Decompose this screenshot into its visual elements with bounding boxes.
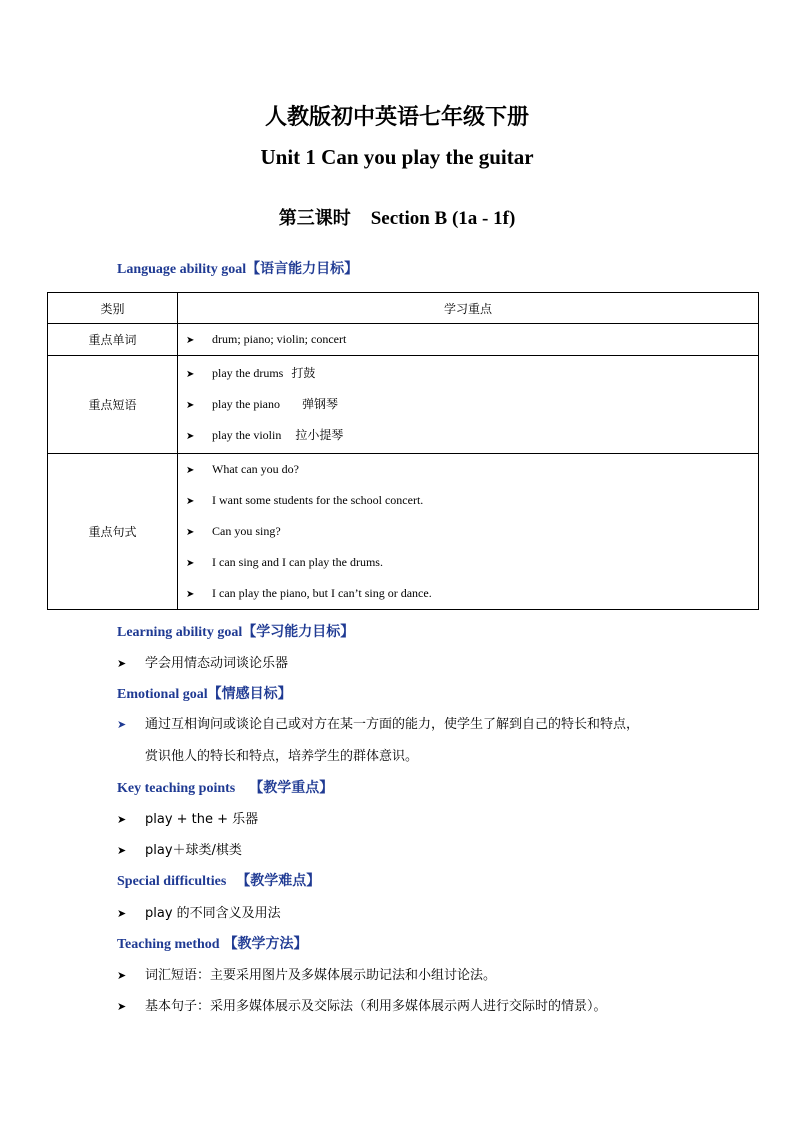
table-header-category: 类别 (48, 293, 178, 324)
list-item (186, 454, 758, 485)
heading-cn: 【学习能力目标】 (242, 624, 355, 640)
heading-cn: 【教学重点】 (249, 780, 334, 796)
item-continuation: 赏识他人的特长和特点，培养学生的群体意识。 (145, 749, 419, 764)
heading-en: Language ability goal (117, 262, 247, 277)
item-en: Can you sing? (212, 524, 281, 538)
item-text: 基本句子：采用多媒体展示及交际法（利用多媒体展示两人进行交际时的情景）。 (145, 999, 607, 1014)
emotional-goal-heading (117, 683, 292, 703)
arrow-bullet-icon: ➤ (117, 718, 127, 731)
item-en: play the violin (212, 428, 282, 442)
heading-cn: 【语言能力目标】 (246, 261, 359, 277)
list-item (186, 420, 758, 451)
list-item (117, 995, 607, 1014)
item-en: What can you do? (212, 462, 299, 476)
row-category: 重点句式 (48, 454, 178, 610)
item-en: I can play the piano, but I can’t sing or dance. (212, 586, 432, 600)
table-row (48, 454, 759, 610)
row-items (178, 356, 759, 454)
heading-en: Learning ability goal (117, 625, 243, 640)
lesson-number: 第三课时 (278, 208, 351, 229)
row-category: 重点短语 (48, 356, 178, 454)
arrow-bullet-icon: ➤ (186, 558, 195, 569)
list-item (117, 964, 496, 983)
heading-cn: 【情感目标】 (207, 686, 292, 702)
item-text: play 的不同含义及用法 (145, 906, 281, 921)
difficulties-heading (117, 870, 320, 890)
table-header-row (48, 293, 759, 324)
arrow-bullet-icon: ➤ (186, 527, 195, 538)
item-text: play＋球类/棋类 (145, 843, 242, 858)
lesson-section: Section B (1a - 1f) (370, 208, 516, 229)
row-items (178, 324, 759, 356)
arrow-bullet-icon: ➤ (186, 496, 195, 507)
arrow-bullet-icon: ➤ (186, 465, 195, 476)
item-cn: 弹钢琴 (301, 397, 338, 411)
heading-en: Teaching method (117, 937, 220, 952)
unit-title: Unit 1 Can you play the guitar (260, 145, 534, 169)
list-item (186, 485, 758, 516)
item-cn: 拉小提琴 (295, 428, 344, 442)
heading-en: Emotional goal (117, 687, 208, 702)
arrow-bullet-icon: ➤ (186, 589, 195, 600)
lesson-title (0, 204, 794, 230)
list-item (117, 902, 281, 921)
arrow-bullet-icon: ➤ (117, 907, 127, 920)
list-item (186, 389, 758, 420)
item-en: drum; piano; violin; concert (212, 332, 347, 346)
row-category: 重点单词 (48, 324, 178, 356)
item-en: play the piano (212, 397, 280, 411)
language-goal-heading (117, 258, 358, 278)
goal-table (47, 292, 759, 610)
list-item (117, 652, 288, 671)
arrow-bullet-icon: ➤ (117, 969, 127, 982)
arrow-bullet-icon: ➤ (117, 657, 127, 670)
heading-en: Key teaching points (117, 781, 236, 796)
item-en: I can sing and I can play the drums. (212, 555, 383, 569)
arrow-bullet-icon: ➤ (117, 813, 127, 826)
arrow-bullet-icon: ➤ (186, 369, 195, 380)
document-title: 人教版初中英语七年级下册 (264, 105, 529, 130)
item-cn: 打鼓 (291, 366, 316, 380)
arrow-bullet-icon: ➤ (186, 400, 195, 411)
item-text: 学会用情态动词谈论乐器 (145, 656, 289, 671)
table-header-focus: 学习重点 (178, 293, 759, 324)
list-item (117, 713, 639, 732)
table-row (48, 356, 759, 454)
list-item (186, 547, 758, 578)
heading-cn: 【教学难点】 (236, 873, 321, 889)
item-text: 通过互相询问或谈论自己或对方在某一方面的能力，使学生了解到自己的特长和特点， (145, 717, 640, 732)
list-item (186, 358, 758, 389)
list-item (186, 324, 758, 355)
list-item (117, 808, 258, 827)
arrow-bullet-icon: ➤ (186, 431, 195, 442)
arrow-bullet-icon: ➤ (117, 844, 127, 857)
item-en: I want some students for the school concert. (212, 493, 424, 507)
key-points-heading (117, 777, 333, 797)
row-items (178, 454, 759, 610)
arrow-bullet-icon: ➤ (186, 335, 195, 346)
table-row (48, 324, 759, 356)
arrow-bullet-icon: ➤ (117, 1000, 127, 1013)
list-item (186, 516, 758, 547)
item-text: 词汇短语：主要采用图片及多媒体展示助记法和小组讨论法。 (145, 968, 497, 983)
list-item (186, 578, 758, 609)
item-en: play the drums (212, 366, 284, 380)
method-heading (117, 933, 308, 953)
item-text: play + the + 乐器 (145, 812, 259, 827)
heading-en: Special difficulties (117, 874, 227, 889)
heading-cn: 【教学方法】 (223, 936, 308, 952)
list-item (117, 839, 242, 858)
learning-goal-heading (117, 621, 354, 641)
